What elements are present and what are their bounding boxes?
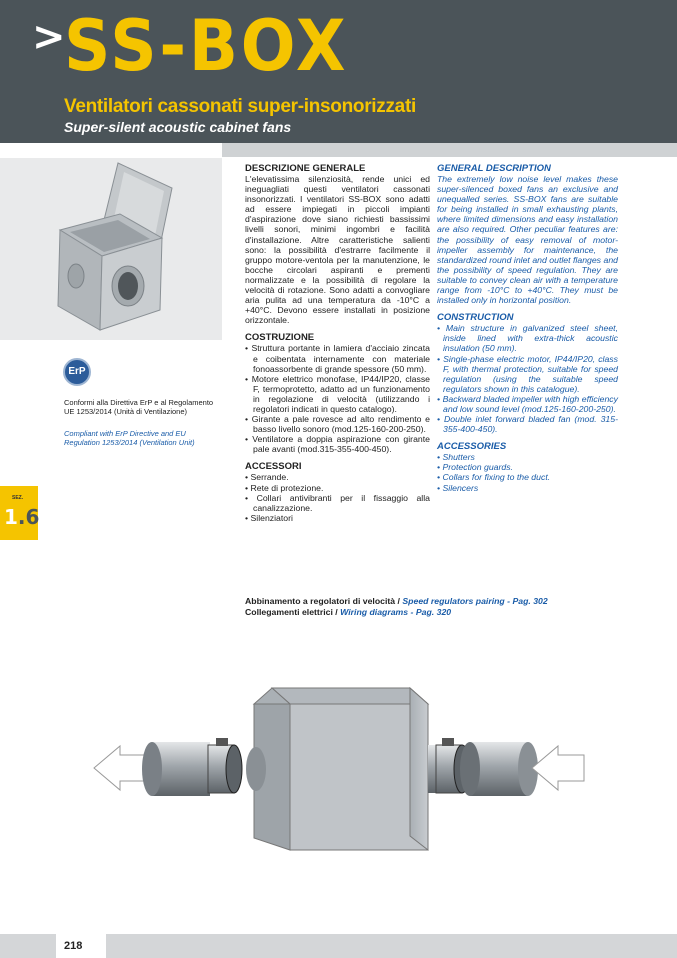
construction-list-it	[245, 343, 430, 454]
section-tab-number	[4, 505, 39, 529]
dash: -	[408, 607, 416, 617]
header-strip	[222, 143, 677, 157]
list-item: • Single-phase electric motor, IP44/IP20, class F, with thermal protection, suitable for speed regulation (using the suitable speed regulators shown in this catalogue).	[437, 354, 618, 394]
list-item: • Girante a pale rovesce ad alto rendimento e basso livello sonoro (mod.125-160-200-250).	[245, 414, 430, 434]
installation-diagram	[80, 680, 600, 860]
dash: -	[504, 596, 513, 606]
product-photo	[0, 158, 222, 340]
erp-conformity-english: Compliant with ErP Directive and EU Regulation 1253/2014 (Ventilation Unit)	[64, 429, 195, 447]
list-item: • Collars for fixing to the duct.	[437, 472, 618, 482]
product-title: SS-BOX	[64, 5, 349, 87]
separator: /	[332, 607, 341, 617]
page-number: 218	[64, 940, 83, 952]
english-column	[437, 163, 618, 493]
erp-conformity-italian: Conformi alla Direttiva ErP e al Regolamento UE 1253/2014 (Unità di Ventilazione)	[64, 398, 214, 416]
list-item: • Main structure in galvanized steel sheet, inside lined with extra-thick acoustic insulation (50 mm).	[437, 323, 618, 353]
list-item: • Protection guards.	[437, 462, 618, 472]
separator: /	[395, 596, 403, 606]
list-item: • Shutters	[437, 452, 618, 462]
accessories-heading-it: ACCESSORI	[245, 461, 302, 473]
accessories-list-it	[245, 472, 430, 522]
wiring-reference-page: Pag. 320	[415, 607, 452, 617]
list-item: • Double inlet forward bladed fan (mod. 315-355-400-450).	[437, 414, 618, 434]
page-header	[0, 0, 677, 143]
list-item: • Silenziatori	[245, 513, 430, 523]
list-item: • Serrande.	[245, 472, 430, 482]
airflow-arrow-right-icon	[532, 746, 584, 790]
list-item: • Struttura portante in lamiera d'acciaio zincata e coibentata internamente con materiale fonoassorbente di grande spessore (50 mm).	[245, 343, 430, 373]
section-tab-label: SEZ.	[12, 495, 24, 501]
list-item: • Backward bladed impeller with high efficiency and low sound level (mod.125-160-200-250).	[437, 394, 618, 414]
construction-heading-it: COSTRUZIONE	[245, 332, 315, 344]
speed-reference-en: Speed regulators pairing	[402, 596, 505, 606]
section-number-major: 1	[4, 505, 18, 529]
page-footer	[0, 934, 677, 958]
construction-heading-en: CONSTRUCTION	[437, 312, 514, 324]
list-item: • Ventilatore a doppia aspirazione con girante pale avanti (mod.315-355-400-450).	[245, 434, 430, 454]
speed-reference-it: Abbinamento a regolatori di velocità	[245, 596, 396, 606]
wiring-reference-en: Wiring diagrams	[340, 607, 409, 617]
speed-regulators-reference[interactable]	[245, 596, 548, 607]
section-tab	[0, 486, 38, 540]
general-description-text-it: L'elevatissima silenziosità, rende unici ed ineguagliati questi ventilatori cassonati insonorizzati. I ventilatori SS-BOX sono adatti ad essere impiegati in piccoli impianti d'aspirazione dove siano richiesti bassissimi livelli sonori, minimi ingombri e facilità d'installazione. Altre caratteristiche salienti sono: la possibilità d'estrarre facilmente il gruppo motore-ventola per la manutenzione, le bocche circolari aspiranti e prementi normalizzate e la possibilità di regolare la velocità di rotazione. Sono adatti a convogliare aria pulita ad una temperatura da -10°C a +40°C. Devono essere installati in posizione orizzontale.	[245, 174, 430, 326]
general-description-heading-en: GENERAL DESCRIPTION	[437, 163, 551, 174]
accessories-list-en	[437, 452, 618, 492]
cross-references	[245, 596, 548, 618]
list-item: • Silencers	[437, 483, 618, 493]
wiring-diagrams-reference[interactable]	[245, 607, 548, 618]
erp-badge-icon: ErP	[63, 358, 91, 386]
airflow-arrow-left-icon	[94, 746, 150, 790]
chevron-icon: >	[32, 14, 66, 60]
general-description-text-en: The extremely low noise level makes these super-silenced boxed fans an exclusive and unequalled series. SS-BOX fans are suitable for being installed in small exhausting plants, where limited dimensions and easy installation are also required. Other peculiar features are: the possibility of easy removal of motor-impeller assembly for maintenance, the standardized round inlet and outlet flanges and the possibility of speed regulation. They are suitable to convey clean air with a temperature range from -10°C to +40°C. They must be installed only in horizontal position.	[437, 174, 618, 306]
speed-reference-page: Pag. 302	[512, 596, 548, 606]
wiring-reference-it: Collegamenti elettrici	[245, 607, 333, 617]
accessories-heading-en: ACCESSORIES	[437, 441, 507, 453]
subtitle-english: Super-silent acoustic cabinet fans	[64, 119, 292, 135]
list-item: • Collari antivibranti per il fissaggio alla canalizzazione.	[245, 493, 430, 513]
general-description-heading-it: DESCRIZIONE GENERALE	[245, 163, 366, 174]
list-item: • Rete di protezione.	[245, 483, 430, 493]
construction-list-en	[437, 323, 618, 434]
list-item: • Motore elettrico monofase, IP44/IP20, classe F, termoprotetto, adatto ad un funzionamento in regolazione di velocità (utilizzando i regolatori indicati in questo catalogo).	[245, 374, 430, 414]
subtitle-italian: Ventilatori cassonati super-insonorizzati	[64, 96, 416, 117]
italian-column	[245, 163, 430, 523]
section-number-minor: .6	[17, 505, 40, 529]
